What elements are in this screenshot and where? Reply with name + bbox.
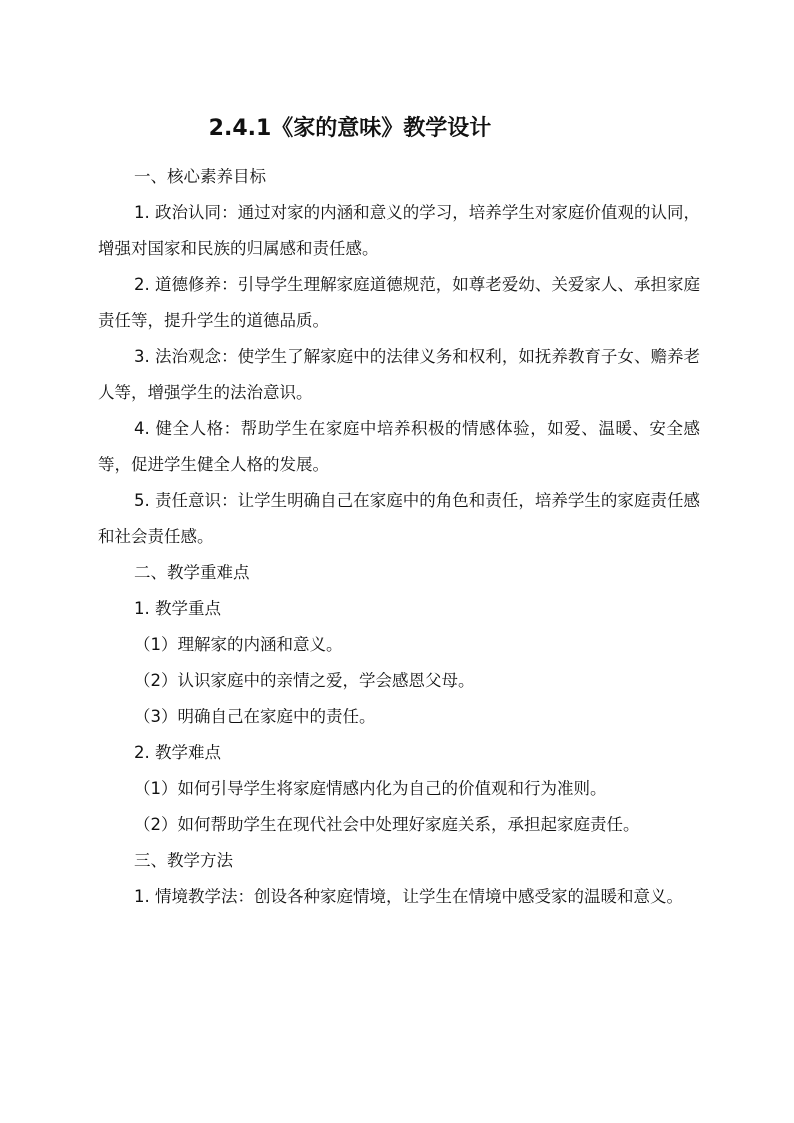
- key-point-item: （2）认识家庭中的亲情之爱，学会感恩父母。: [134, 671, 475, 690]
- difficult-point-item: （2）如何帮助学生在现代社会中处理好家庭关系，承担起家庭责任。: [134, 815, 640, 834]
- document-body: [98, 159, 700, 915]
- section-heading-methods: 三、教学方法: [134, 851, 233, 870]
- goal-item-law: 3. 法治观念：使学生了解家庭中的法律义务和权利，如抚养教育子女、赡养老人等，增强学生的法治意识。: [98, 347, 700, 402]
- difficult-points-heading: 2. 教学难点: [134, 743, 221, 762]
- goal-item-responsibility: 5. 责任意识：让学生明确自己在家庭中的角色和责任，培养学生的家庭责任感和社会责任感。: [98, 491, 700, 546]
- goal-item-personality: 4. 健全人格：帮助学生在家庭中培养积极的情感体验，如爱、温暖、安全感等，促进学生健全人格的发展。: [98, 419, 700, 474]
- method-item: 1. 情境教学法：创设各种家庭情境，让学生在情境中感受家的温暖和意义。: [134, 887, 683, 906]
- difficult-point-item: （1）如何引导学生将家庭情感内化为自己的价值观和行为准则。: [134, 779, 607, 798]
- key-point-item: （1）理解家的内涵和意义。: [134, 635, 343, 654]
- goal-item-moral: 2. 道德修养：引导学生理解家庭道德规范，如尊老爱幼、关爱家人、承担家庭责任等，提升学生的道德品质。: [98, 275, 700, 330]
- key-point-item: （3）明确自己在家庭中的责任。: [134, 707, 376, 726]
- key-points-heading: 1. 教学重点: [134, 599, 221, 618]
- document-title: 2.4.1《家的意味》教学设计: [208, 116, 492, 141]
- goal-item-political: 1. 政治认同：通过对家的内涵和意义的学习，培养学生对家庭价值观的认同，增强对国家和民族的归属感和责任感。: [98, 203, 700, 258]
- section-heading-key-points: 二、教学重难点: [134, 563, 250, 582]
- section-heading-core-goals: 一、核心素养目标: [134, 167, 266, 186]
